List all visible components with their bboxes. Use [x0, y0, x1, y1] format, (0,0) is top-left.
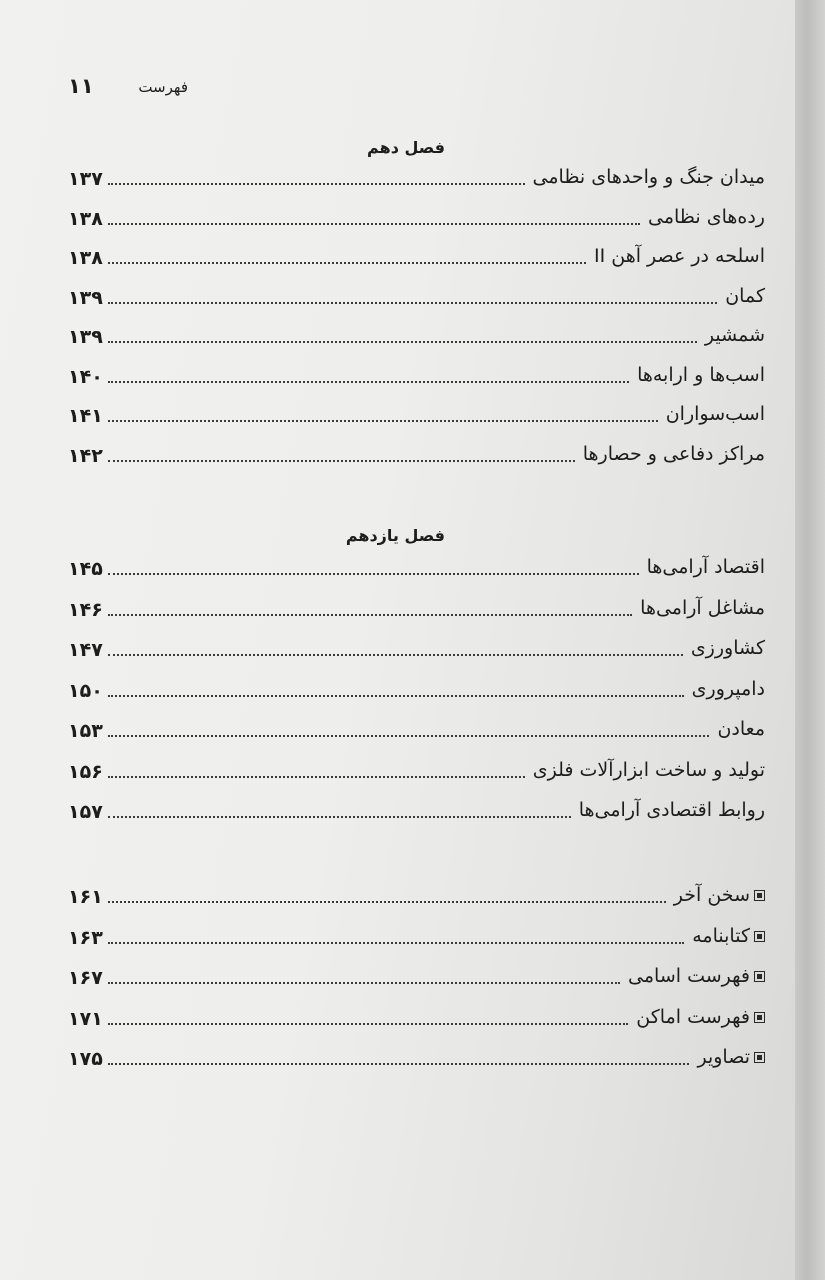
square-bullet-icon	[754, 931, 765, 942]
toc-entry-page-number: ۱۴۶	[68, 598, 103, 621]
dot-leader	[108, 1061, 689, 1065]
toc-entry	[68, 198, 765, 234]
toc-entry-label	[628, 965, 765, 987]
dot-leader	[108, 814, 571, 818]
dot-leader	[108, 418, 658, 422]
toc-entry-page-number: ۱۴۲	[68, 444, 103, 467]
toc-entry	[68, 917, 765, 953]
toc-entry-page-number: ۱۳۹	[68, 286, 103, 309]
toc-entry-page-number: ۱۶۱	[68, 886, 103, 908]
square-bullet-icon	[754, 971, 765, 982]
toc-entry-text: اقتصاد آرامی‌ها	[646, 556, 765, 578]
dot-leader	[108, 980, 620, 984]
toc-entry-label	[691, 637, 765, 659]
toc-entry	[68, 589, 765, 625]
toc-entry-text: کتابنامه	[692, 924, 750, 947]
toc-entry-text: مشاغل آرامی‌ها	[640, 596, 765, 619]
toc-entry-label	[640, 597, 765, 619]
toc-entry-label	[666, 403, 765, 425]
toc-entry-label	[648, 206, 765, 228]
dot-leader	[108, 458, 575, 462]
toc-entry-label	[697, 1046, 765, 1068]
dot-leader	[108, 571, 639, 575]
toc-entry-page-number: ۱۳۷	[68, 168, 103, 190]
toc-entry-page-number: ۱۳۸	[68, 247, 103, 269]
toc-entry	[68, 548, 765, 584]
toc-entry-text: فهرست اسامی	[628, 965, 750, 987]
toc-entry-label	[579, 799, 765, 821]
running-head	[68, 74, 188, 104]
toc-entry-text: مراکز دفاعی و حصارها	[582, 442, 765, 465]
toc-entry-page-number: ۱۵۶	[68, 760, 103, 783]
toc-entry	[68, 629, 765, 665]
dot-leader	[108, 181, 525, 185]
toc-entry-page-number: ۱۵۷	[68, 801, 103, 823]
toc-entry-page-number: ۱۵۰	[68, 679, 103, 702]
dot-leader	[108, 300, 717, 304]
toc-entry-text: اسلحه در عصر آهن II	[593, 245, 765, 267]
running-head-title: فهرست	[138, 78, 188, 96]
dot-leader	[108, 379, 629, 383]
square-bullet-icon	[754, 1012, 765, 1023]
toc-entry-text: فهرست اماکن	[636, 1005, 750, 1028]
dot-leader	[108, 899, 666, 903]
toc-entry-text: کشاورزی	[690, 637, 765, 659]
toc-entry-label	[725, 285, 765, 307]
square-bullet-icon	[754, 1052, 765, 1063]
dot-leader	[108, 339, 697, 343]
toc-entry-label	[692, 925, 765, 947]
toc-entry-text: معادن	[717, 718, 765, 740]
toc-entry-page-number: ۱۴۱	[68, 405, 103, 427]
chapter-title: فصل دهم	[367, 138, 445, 157]
toc-entry-label	[674, 884, 765, 906]
toc-entry-label	[692, 678, 765, 700]
toc-entry-page-number: ۱۴۵	[68, 558, 103, 580]
toc-entry-label	[533, 759, 765, 781]
toc-entry	[68, 158, 765, 194]
toc-entry-page-number: ۱۴۰	[68, 365, 103, 388]
toc-entry-label	[533, 166, 765, 188]
toc-entry	[68, 395, 765, 431]
toc-entry	[68, 791, 765, 827]
toc-entry-page-number: ۱۳۹	[68, 326, 103, 348]
toc-entry	[68, 316, 765, 352]
toc-entry	[68, 356, 765, 392]
toc-entry-label	[705, 324, 765, 346]
dot-leader	[108, 612, 632, 616]
toc-entry-text: تولید و ساخت ابزارآلات فلزی	[532, 758, 765, 781]
toc-entry-page-number: ۱۷۵	[68, 1048, 103, 1070]
toc-entry	[68, 998, 765, 1034]
toc-entry-text: دامپروری	[691, 677, 765, 700]
toc-entry-text: اسب‌ها و ارابه‌ها	[637, 363, 765, 386]
toc-entry-text: سخن آخر	[673, 884, 750, 906]
toc-entry-text: اسب‌سواران	[665, 403, 765, 425]
toc-entry	[68, 1038, 765, 1074]
dot-leader	[108, 774, 525, 778]
toc-entry	[68, 710, 765, 746]
toc-entry-page-number: ۱۳۸	[68, 207, 103, 230]
toc-entry-page-number: ۱۷۱	[68, 1007, 103, 1030]
chapter-title: فصل یازدهم	[345, 526, 445, 545]
toc-entry-label	[583, 443, 765, 465]
toc-entry-text: میدان جنگ و واحدهای نظامی	[532, 166, 765, 188]
toc-entry	[68, 751, 765, 787]
toc-entry	[68, 957, 765, 993]
toc-entry-text: روابط اقتصادی آرامی‌ها	[578, 799, 765, 821]
toc-entry-label	[637, 364, 765, 386]
toc-entry-page-number: ۱۶۷	[68, 967, 103, 989]
toc-entry	[68, 435, 765, 471]
toc-entry	[68, 670, 765, 706]
dot-leader	[108, 221, 640, 225]
toc-entry-text: شمشیر	[704, 324, 765, 346]
toc-entry	[68, 876, 765, 912]
toc-entry-page-number: ۱۵۳	[68, 720, 103, 742]
toc-entry-text: تصاویر	[697, 1046, 750, 1068]
toc-entry-label	[636, 1006, 765, 1028]
toc-entry-label	[594, 245, 765, 267]
dot-leader	[108, 1021, 628, 1025]
square-bullet-icon	[754, 890, 765, 901]
dot-leader	[108, 693, 684, 697]
dot-leader	[108, 733, 709, 737]
toc-entry-page-number: ۱۶۳	[68, 926, 103, 949]
dot-leader	[108, 260, 586, 264]
toc-entry-page-number: ۱۴۷	[68, 639, 103, 661]
toc-entry-label	[717, 718, 765, 740]
toc-entry-label	[647, 556, 765, 578]
page-edge	[795, 0, 825, 1280]
toc-entry-text: رده‌های نظامی	[648, 205, 765, 228]
toc-entry	[68, 277, 765, 313]
page-number: ۱۱	[68, 74, 94, 98]
toc-entry	[68, 237, 765, 273]
toc-entry-text: کمان	[725, 284, 765, 307]
dot-leader	[108, 652, 683, 656]
dot-leader	[108, 940, 684, 944]
